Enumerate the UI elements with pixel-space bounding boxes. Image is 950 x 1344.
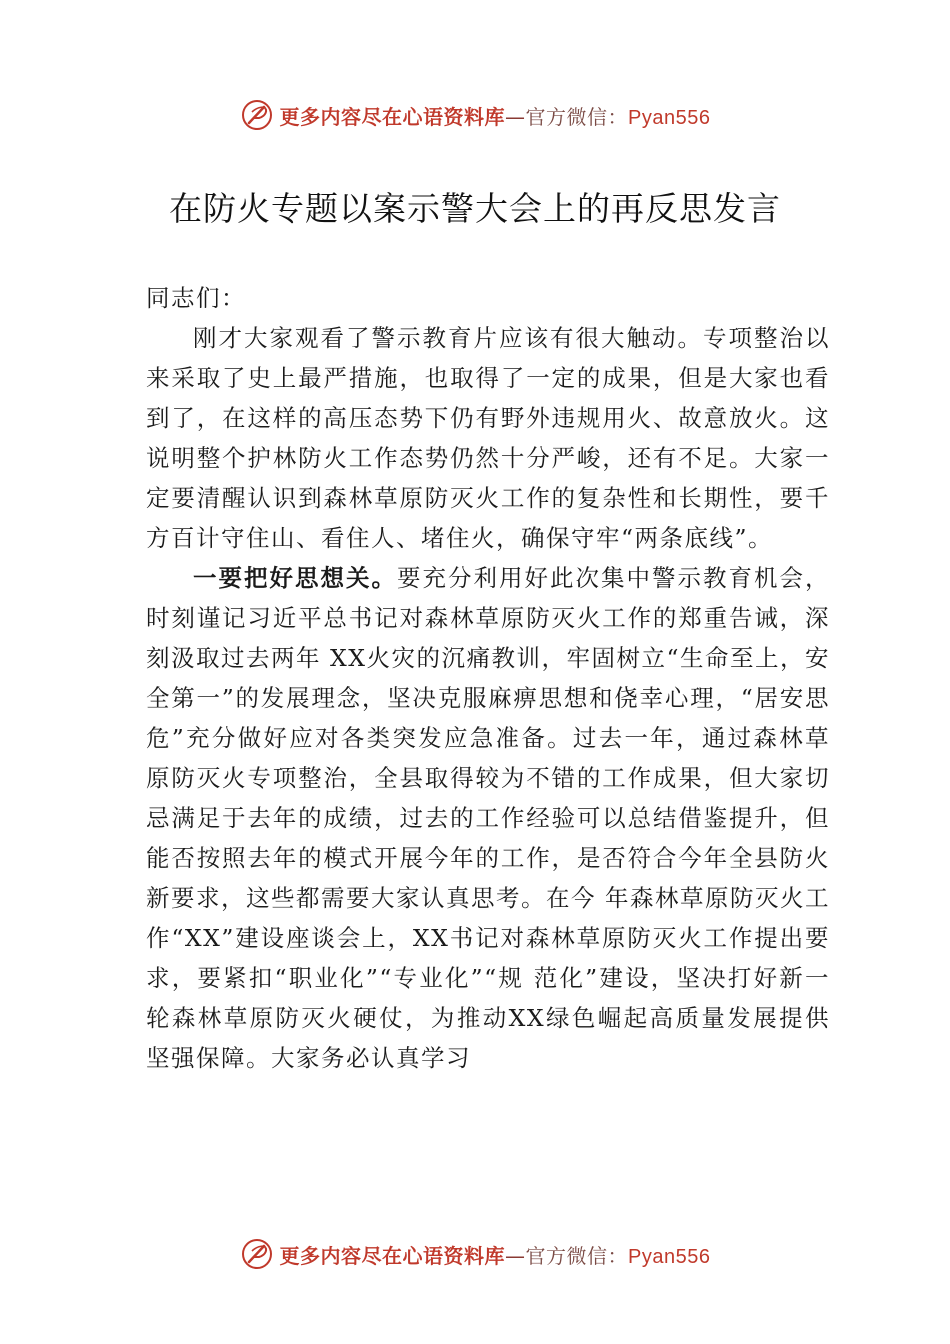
watermark-separator: — bbox=[505, 1243, 526, 1268]
quill-logo-icon bbox=[240, 98, 274, 132]
watermark-wechat-id: Pyan556 bbox=[628, 1245, 711, 1268]
salutation: 同志们： bbox=[146, 284, 246, 312]
paragraph-body-text: 要充分利用好此次集中警示教育机会，时刻谨记习近平总书记对森林草原防灭火工作的郑重告诫，深刻汲取过去两年 XX火灾的沉痛教训，牢固树立“生命至上，安全第一”的发展理念，坚决克服麻痹思想和侥幸心理，“居安思危”充分做好应对各类突发应急准备。过去一年，通过森林草原防灭火专项整治，全县取得较为不错的工作成果，但大家切忌满足于去年的成绩，过去的工作经验可以总结借鉴提升，但能否按照去年的模式开展今年的工作，是否符合今年全县防火新要求，这些都需要大家认真思考。在今 年森林草原防灭火工作“XX”建设座谈会上，XX书记对森林草原防灭火工作提出要求，要紧扣“职业化”“专业化”“规 范化”建设，坚决打好新一轮森林草原防灭火硬仗，为推动XX绿色崛起高质量发展提供坚强保障。大家务必认真学习 bbox=[146, 564, 830, 1072]
watermark-text bbox=[280, 101, 711, 130]
header-watermark bbox=[0, 95, 950, 135]
paragraph-intro: 刚才大家观看了警示教育片应该有很大触动。专项整治以来采取了史上最严措施，也取得了一定的成果，但是大家也看到了，在这样的高压态势下仍有野外违规用火、故意放火。这说明整个护林防火工作态势仍然十分严峻，还有不足。大家一定要清醒认识到森林草原防灭火工作的复杂性和长期性，要千方百计守住山、看住人、堵住火，确保守牢“两条底线”。 bbox=[146, 324, 830, 552]
watermark-brand: 更多内容尽在心语资料库 bbox=[279, 1243, 506, 1268]
watermark-brand: 更多内容尽在心语资料库 bbox=[279, 104, 506, 129]
watermark-wechat-id: Pyan556 bbox=[628, 106, 711, 129]
watermark-wechat-label: 官方微信： bbox=[525, 1243, 629, 1268]
paragraph-thought bbox=[146, 558, 830, 1078]
watermark-text bbox=[280, 1240, 711, 1269]
document-title: 在防火专题以案示警大会上的再反思发言 bbox=[169, 189, 781, 228]
watermark-separator: — bbox=[505, 104, 526, 129]
quill-logo-icon bbox=[240, 1237, 274, 1271]
document-body bbox=[146, 278, 830, 1078]
footer-watermark bbox=[0, 1234, 950, 1274]
paragraph-lead-heading: 一要把好思想关。 bbox=[193, 564, 397, 592]
watermark-wechat-label: 官方微信： bbox=[525, 104, 629, 129]
